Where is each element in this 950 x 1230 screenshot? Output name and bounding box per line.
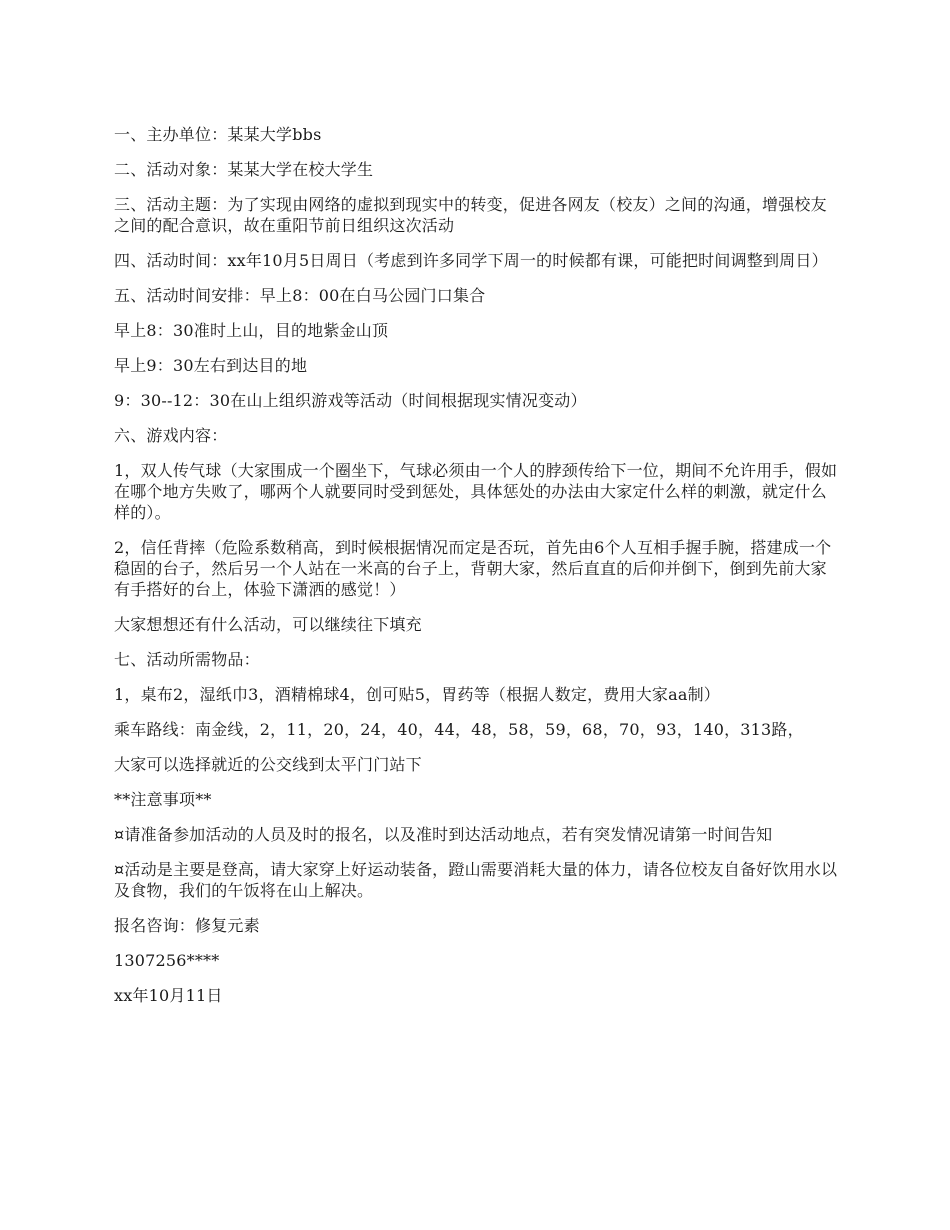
bus-note: 大家可以选择就近的公交线到太平门门站下 — [114, 755, 422, 774]
notice-item: ¤请准备参加活动的人员及时的报名，以及准时到达活动地点，若有突发情况请第一时间告知 — [114, 825, 773, 844]
section-schedule: 五、活动时间安排：早上8：00在白马公园门口集合 — [114, 286, 486, 305]
contact-label: 报名咨询：修复元素 — [114, 916, 260, 935]
schedule-item: 9：30--12：30在山上组织游戏等活动（时间根据现实情况变动） — [114, 391, 587, 410]
notice-item: ¤活动是主要是登高，请大家穿上好运动装备，蹬山需要消耗大量的体力，请各位校友自备好饮用水以及食物，我们的午饭将在山上解决。 — [114, 860, 838, 900]
section-supplies: 七、活动所需物品： — [114, 650, 260, 669]
game-item: 2，信任背摔（危险系数稍高，到时候根据情况而定是否玩，首先由6个人互相手握手腕，搭建成一个稳固的台子，然后另一个人站在一米高的台子上，背朝大家，然后直直的后仰并倒下，倒到先前大家有手搭好的台上，体验下潇洒的感觉！） — [114, 538, 832, 599]
section-audience: 二、活动对象：某某大学在校大学生 — [114, 160, 374, 179]
document-date: xx年10月11日 — [114, 986, 223, 1005]
bus-routes: 乘车路线：南金线，2，11，20，24，40，44，48，58，59，68，70，93，140，313路， — [114, 720, 804, 739]
notice-heading: **注意事项** — [114, 790, 212, 809]
schedule-item: 早上8：30准时上山，目的地紫金山顶 — [114, 321, 389, 340]
section-organizer: 一、主办单位：某某大学bbs — [114, 125, 322, 144]
section-theme: 三、活动主题：为了实现由网络的虚拟到现实中的转变，促进各网友（校友）之间的沟通，增强校友之间的配合意识，故在重阳节前日组织这次活动 — [114, 195, 827, 235]
game-item: 1，双人传气球（大家围成一个圈坐下，气球必须由一个人的脖颈传给下一位，期间不允许用手，假如在哪个地方失败了，哪两个人就要同时受到惩处，具体惩处的办法由大家定什么样的刺激，就定什么样的）。 — [114, 461, 838, 522]
contact-phone: 1307256**** — [114, 951, 220, 970]
section-time: 四、活动时间：xx年10月5日周日（考虑到许多同学下周一的时候都有课，可能把时间调整到周日） — [114, 251, 828, 270]
section-games: 六、游戏内容： — [114, 426, 228, 445]
document-body — [114, 124, 840, 1020]
schedule-item: 早上9：30左右到达目的地 — [114, 356, 308, 375]
games-note: 大家想想还有什么活动，可以继续往下填充 — [114, 615, 422, 634]
supplies-list: 1，桌布2，湿纸巾3，酒精棉球4，创可贴5，胃药等（根据人数定，费用大家aa制） — [114, 685, 720, 704]
